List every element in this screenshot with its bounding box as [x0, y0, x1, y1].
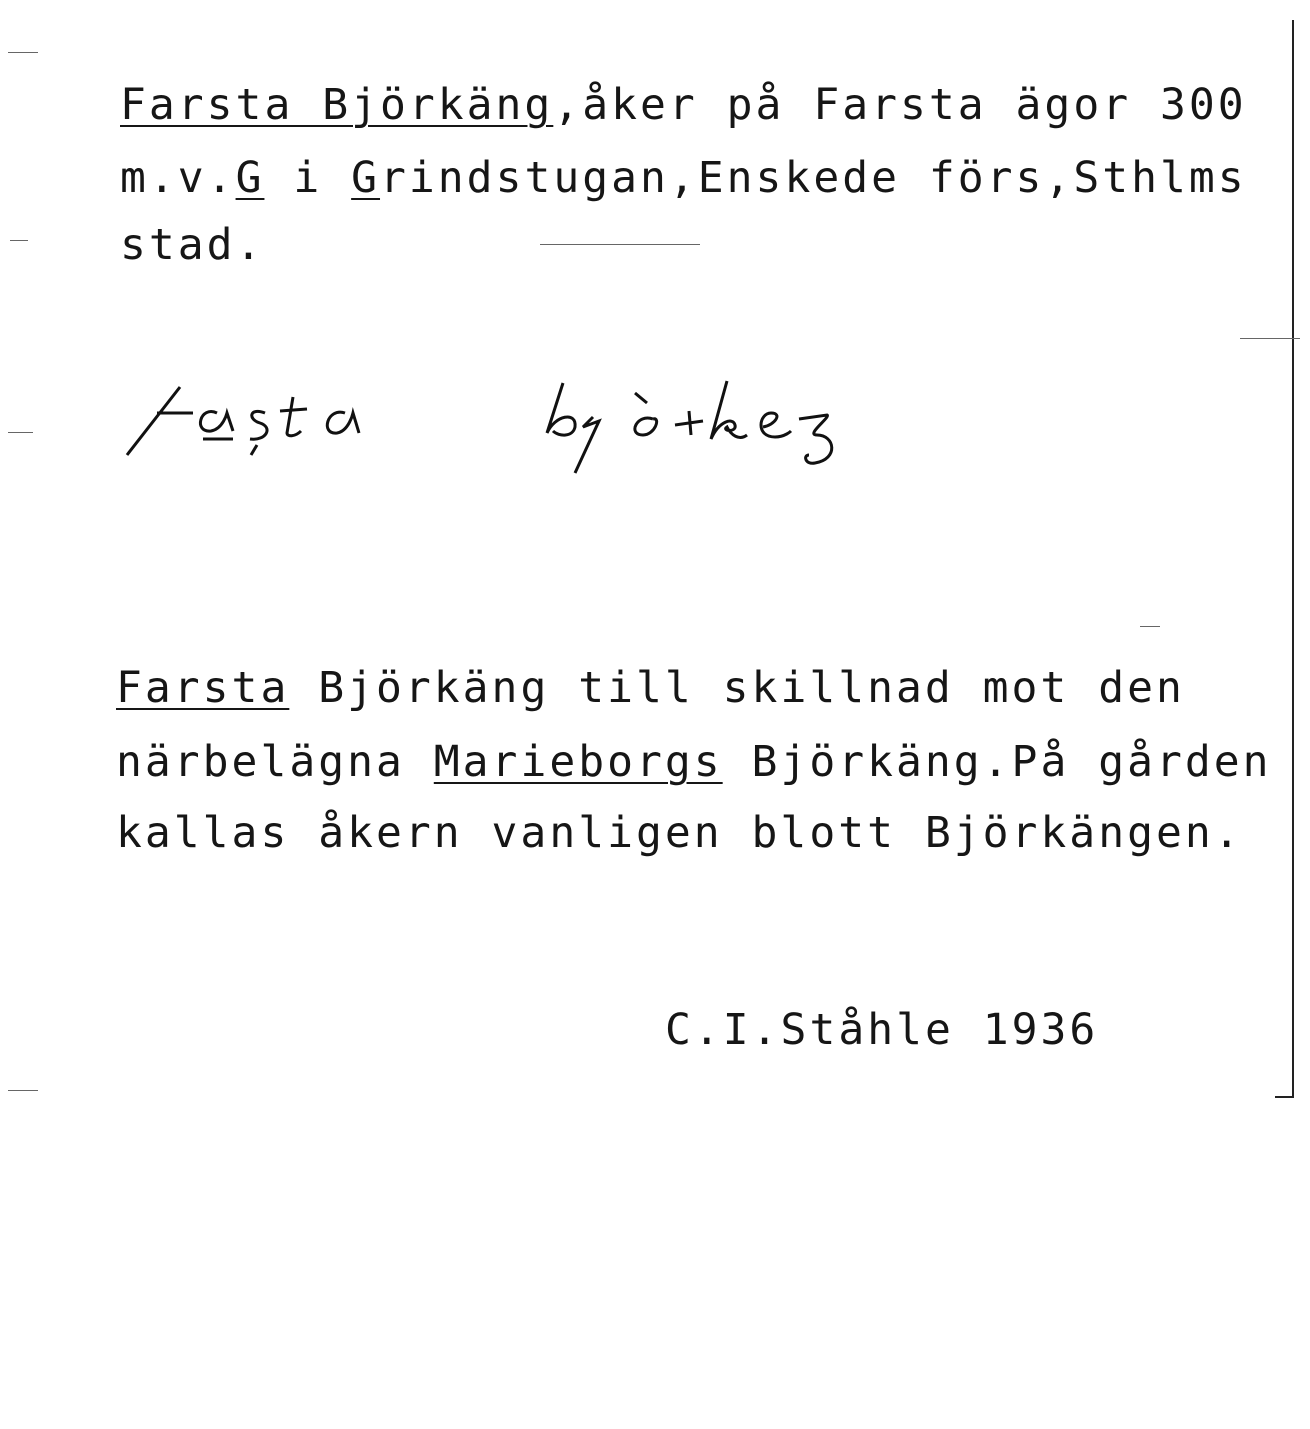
signature: C.I.Ståhle 1936: [665, 1005, 1099, 1055]
place-name-underlined: Farsta: [116, 663, 290, 713]
typed-line-5: [116, 737, 1272, 787]
typed-text: Björkäng till skillnad mot den: [289, 663, 1185, 713]
margin-mark: [10, 240, 28, 241]
margin-mark: [8, 52, 38, 53]
typed-line-2: [120, 153, 1247, 203]
underlined-letter: G: [235, 153, 265, 203]
typed-line-4: [116, 663, 1185, 713]
typed-text: i: [264, 153, 352, 203]
card-bottom-border: [1275, 1096, 1294, 1098]
typed-text: ,åker på Farsta ägor 300: [553, 80, 1247, 130]
underlined-letter: G: [351, 153, 381, 203]
margin-mark: [8, 432, 33, 433]
margin-mark: [1240, 338, 1300, 339]
margin-mark: [1140, 626, 1160, 627]
margin-mark: [540, 244, 700, 245]
handwritten-name: [115, 355, 945, 485]
card-right-border: [1292, 20, 1294, 1098]
typed-line-3: [120, 220, 264, 270]
typed-text: rindstugan,Enskede förs,Sthlms: [380, 153, 1247, 203]
typed-text: kallas åkern vanligen blott Björkängen.: [116, 808, 1243, 858]
typed-text: m.v.: [120, 153, 236, 203]
typed-text: Björkäng.På gården: [722, 737, 1272, 787]
typed-text: belägna: [202, 737, 434, 787]
typed-line-1: [120, 80, 1247, 130]
typed-text: när: [116, 737, 203, 787]
place-name-underlined: Marieborgs: [433, 737, 723, 787]
place-name-underlined: Farsta Björkäng: [120, 80, 554, 130]
typed-text: stad.: [120, 220, 265, 270]
margin-mark: [8, 1090, 38, 1091]
typed-line-6: [116, 808, 1243, 858]
